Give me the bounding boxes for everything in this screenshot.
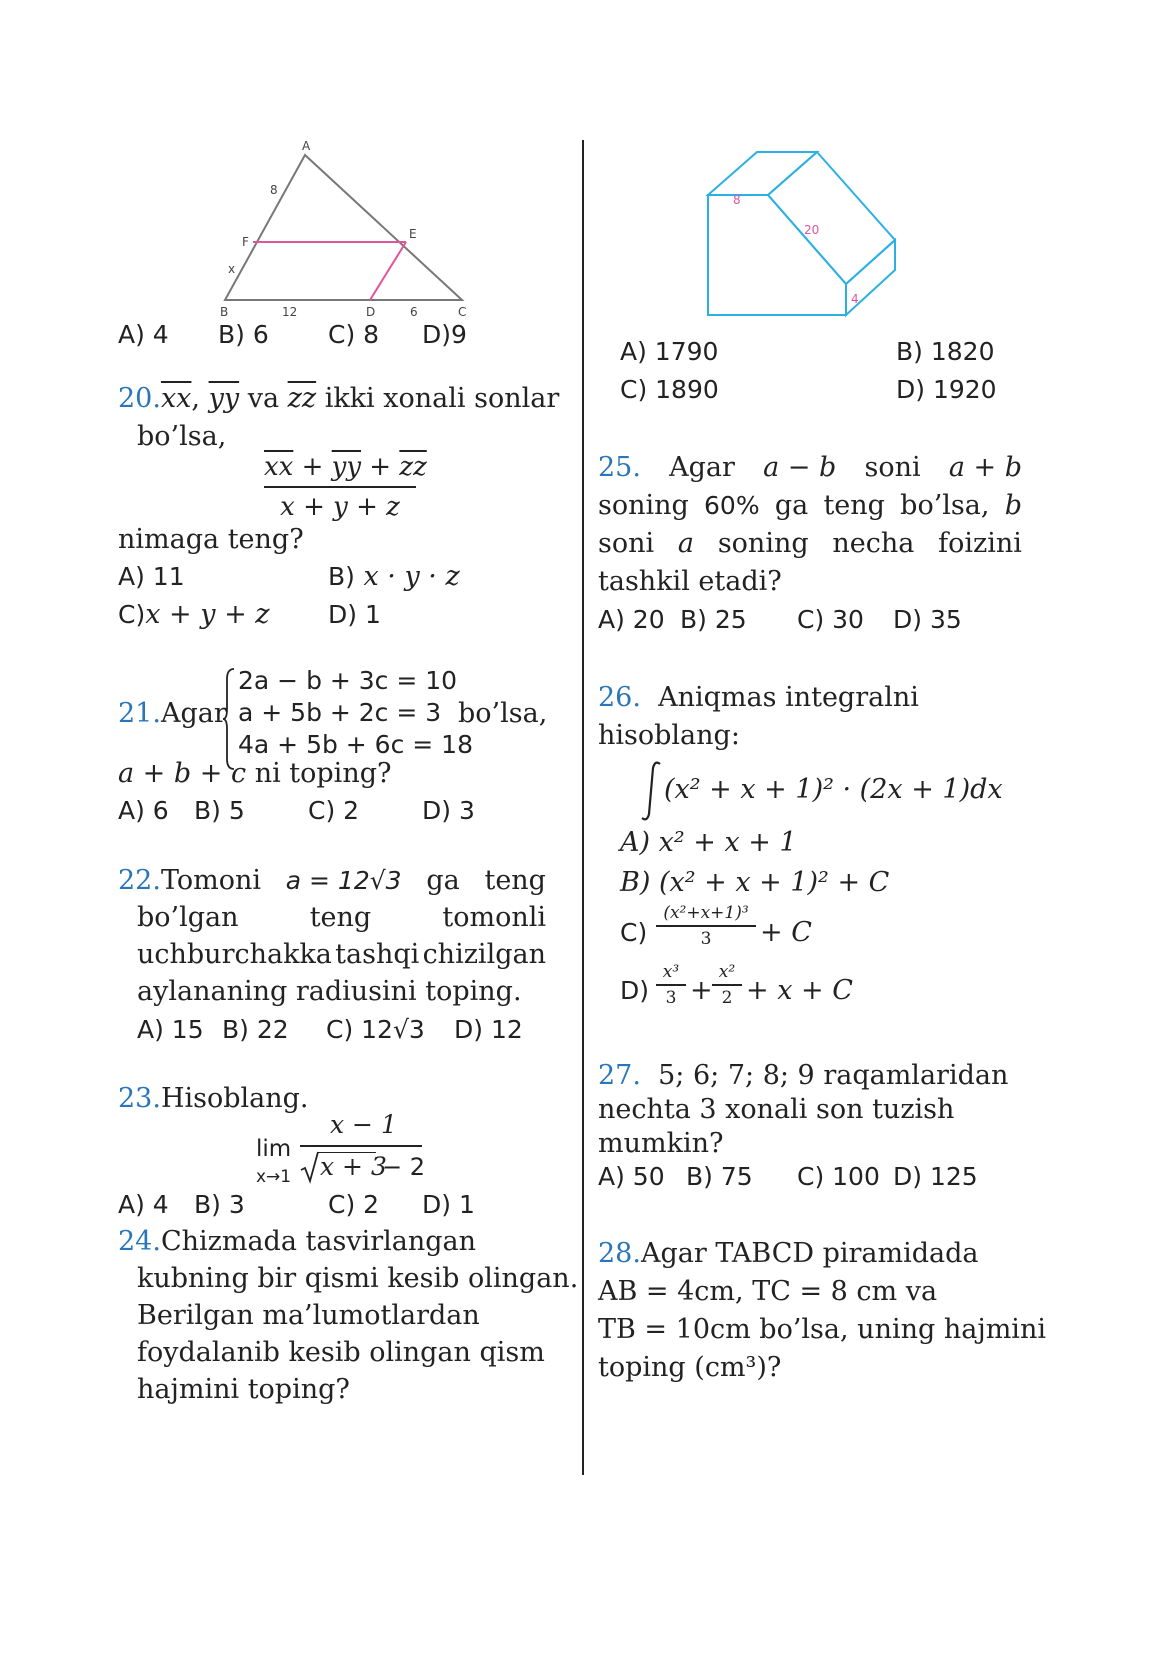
q26-text: Aniqmas integralni	[658, 682, 919, 713]
q26-d-num-2: x²	[718, 962, 736, 982]
q24-number: 24.	[118, 1226, 161, 1257]
q20-fraction: $\overline{xx} + \overline{yy} + \overline{zz}$ x + y + z	[264, 452, 427, 522]
q24-line3: Berilgan ma’lumotlardan	[137, 1300, 480, 1331]
q23-option-d[interactable]: D) 1	[422, 1190, 475, 1219]
q23-denominator-tail: − 2	[382, 1153, 426, 1181]
q27-option-b[interactable]: B) 75	[686, 1162, 753, 1191]
q19-option-a[interactable]: A) 4	[118, 320, 169, 349]
q28-line1	[598, 1237, 979, 1271]
q25-var: a	[677, 528, 695, 559]
q26-integrand: (x² + x + 1)² · (2x + 1)dx	[664, 774, 1003, 805]
q23-lim-sub: x→1	[256, 1167, 292, 1187]
q20-term-xx: $\overline{xx}$	[160, 383, 192, 414]
q21-option-c[interactable]: C) 2	[308, 796, 360, 825]
q22-word: uchburchakka	[137, 939, 332, 970]
label-d: D	[366, 305, 376, 319]
q21-number: 21.	[118, 698, 161, 729]
q26-option-a[interactable]: A) x² + x + 1	[620, 827, 797, 858]
q27-line3: mumkin?	[598, 1128, 724, 1159]
q25-option-d[interactable]: D) 35	[893, 605, 962, 634]
q25-word: bo’lsa,	[900, 490, 990, 521]
q20-number: 20.	[118, 383, 161, 414]
curly-brace	[222, 667, 236, 771]
label-ab-length: 8	[270, 183, 278, 197]
q24-option-c[interactable]: C) 1890	[620, 375, 719, 404]
q21-agar-word: Agar	[160, 698, 227, 729]
q25-expr: a − b	[763, 452, 837, 483]
q22-word: tomonli	[442, 902, 546, 933]
q20-num-zz: $\overline{zz}$	[399, 452, 427, 482]
q22-line1	[118, 864, 546, 898]
q26-option-c-tail: + C	[760, 917, 812, 948]
q20-option-c[interactable]	[118, 598, 270, 632]
integral-sign	[640, 760, 664, 822]
q22-line2	[137, 901, 546, 935]
q24-option-b[interactable]: B) 1820	[896, 337, 995, 366]
q25-word: ga	[774, 490, 809, 521]
q28-text: Agar TABCD piramidada	[640, 1238, 979, 1269]
q24-option-d[interactable]: D) 1920	[896, 375, 997, 404]
label-f: F	[242, 235, 249, 249]
q20-option-c-value: x + y + z	[145, 599, 270, 630]
label-bd-length: 12	[282, 305, 298, 319]
q26-d-fraction-1	[656, 962, 686, 1008]
q26-d-plus: +	[690, 975, 713, 1006]
q21-agar	[118, 697, 227, 731]
q26-d-den-1: 3	[665, 988, 677, 1008]
q21-option-b[interactable]: B) 5	[194, 796, 245, 825]
q23-line1	[118, 1082, 309, 1116]
q24-line4: foydalanib kesib olingan qism	[137, 1337, 545, 1368]
q20-line1: $20.\overline{xx}$, $\overline{yy}$ va $\overline{zz}$ ikki xonali sonlar	[118, 383, 560, 414]
q23-option-b[interactable]: B) 3	[194, 1190, 245, 1219]
q25-word: soning	[598, 490, 689, 521]
q25-line4: tashkil etadi?	[598, 566, 782, 597]
q23-lim: lim	[256, 1136, 292, 1162]
label-b: B	[220, 305, 229, 319]
q21-equation-3: 4a + 5b + 6c = 18	[238, 730, 473, 759]
q27-line2: nechta 3 xonali son tuzish	[598, 1094, 955, 1125]
q27-text: 5; 6; 7; 8; 9 raqamlaridan	[658, 1060, 1009, 1091]
q26-option-c-fraction	[656, 903, 756, 949]
q22-number: 22.	[118, 865, 161, 896]
q20-num-yy: $\overline{yy}$	[331, 452, 362, 482]
q26-d-num-1: x³	[662, 962, 680, 982]
q20-denominator: x + y + z	[280, 492, 400, 522]
q20-option-c-label: C)	[118, 600, 146, 629]
q26-option-d-label[interactable]: D)	[620, 976, 650, 1005]
q23-numerator: x − 1	[330, 1110, 397, 1139]
label-edge-8: 8	[733, 193, 741, 207]
q21-bolsa: bo’lsa,	[458, 698, 548, 729]
q25-word: soning	[717, 528, 809, 559]
q20-option-a[interactable]: A) 11	[118, 562, 185, 591]
q26-d-den-2: 2	[721, 988, 733, 1008]
q23-radicand: x + 3	[320, 1152, 387, 1181]
q25-word: Agar	[669, 452, 735, 483]
q20-term-yy: $\overline{yy}$	[208, 383, 240, 414]
q24-option-a[interactable]: A) 1790	[620, 337, 719, 366]
q26-c-denominator: 3	[700, 929, 712, 949]
q20-tail: ikki xonali sonlar	[324, 383, 560, 414]
q26-c-numerator: (x²+x+1)³	[663, 903, 749, 923]
q27-number: 27.	[598, 1060, 641, 1091]
q21-ask: ni toping?	[254, 758, 392, 789]
q21-expression: a + b + c	[118, 758, 247, 789]
q26-option-c-label[interactable]: C)	[620, 918, 648, 947]
q25-option-a[interactable]: A) 20	[598, 605, 665, 634]
label-c: C	[458, 305, 467, 319]
label-x: x	[228, 262, 236, 276]
q20-option-b-value: x · y · z	[363, 561, 460, 592]
q25-word: soni	[598, 528, 655, 559]
q25-number: 25.	[598, 452, 641, 483]
q25-percent: 60%	[704, 491, 760, 520]
q22-side-length: a = 12√3	[285, 866, 402, 895]
q25-option-c[interactable]: C) 30	[797, 605, 864, 634]
q28-line2: AB = 4cm, TC = 8 cm va	[598, 1276, 938, 1307]
q22-teng: teng	[484, 865, 546, 896]
q20-line3: nimaga teng?	[118, 524, 304, 555]
q19-option-c[interactable]: C) 8	[328, 320, 380, 349]
q19-option-d[interactable]: D)9	[422, 320, 467, 349]
cut-cube-figure	[700, 140, 910, 320]
sqrt-symbol	[300, 1150, 320, 1184]
q27-option-c[interactable]: C) 100	[797, 1162, 880, 1191]
q22-option-b[interactable]: B) 22	[222, 1015, 289, 1044]
q21-question	[118, 757, 391, 791]
q26-option-d-tail: + x + C	[746, 975, 853, 1006]
q19-option-b[interactable]: B) 6	[218, 320, 269, 349]
q20-option-d[interactable]: D) 1	[328, 600, 381, 629]
q22-word: tashqi	[335, 939, 420, 970]
q26-d-fraction-2	[712, 962, 742, 1008]
q22-tomoni: Tomoni	[160, 865, 262, 896]
q27-line1	[598, 1059, 1008, 1093]
q24-line2: kubning bir qismi kesib olingan.	[137, 1263, 579, 1294]
triangle-figure	[210, 138, 470, 323]
label-e: E	[409, 227, 417, 241]
q25-word: soni	[864, 452, 921, 483]
q24-line1	[118, 1225, 476, 1259]
q23-text: Hisoblang.	[160, 1083, 309, 1114]
q25-expr: a + b	[948, 452, 1022, 483]
q22-line3	[137, 938, 546, 972]
q25-option-b[interactable]: B) 25	[680, 605, 747, 634]
q22-line4: aylananing radiusini toping.	[137, 976, 522, 1007]
label-edge-20: 20	[804, 223, 820, 237]
q23-fraction-bar	[300, 1145, 422, 1147]
q25-word: necha	[832, 528, 915, 559]
q21-option-d[interactable]: D) 3	[422, 796, 475, 825]
q21-equation-1: 2a − b + 3c = 10	[238, 666, 458, 695]
q20-term-zz: $\overline{zz}$	[287, 383, 317, 414]
label-a: A	[302, 139, 311, 153]
q25-var: b	[1004, 490, 1022, 521]
q24-line5: hajmini toping?	[137, 1374, 350, 1405]
q23-option-a[interactable]: A) 4	[118, 1190, 169, 1219]
q25-line3	[598, 527, 1022, 561]
q25-line1	[598, 451, 1022, 485]
q25-word: teng	[823, 490, 885, 521]
q28-line3: TB = 10cm bo’lsa, uning hajmini	[598, 1314, 1046, 1345]
label-edge-4: 4	[851, 292, 859, 306]
q21-equation-2: a + 5b + 2c = 3	[238, 698, 442, 727]
q20-option-b[interactable]	[328, 560, 460, 594]
q22-ga: ga	[426, 865, 460, 896]
q23-number: 23.	[118, 1083, 161, 1114]
q22-option-a[interactable]: A) 15	[137, 1015, 204, 1044]
column-divider	[582, 140, 584, 1475]
q22-option-c[interactable]: C) 12√3	[326, 1015, 425, 1044]
q20-option-b-label: B)	[328, 562, 355, 591]
q28-line4: toping (cm³)?	[598, 1352, 782, 1383]
q22-option-d[interactable]: D) 12	[454, 1015, 523, 1044]
q20-line2: bo’lsa,	[137, 421, 227, 452]
label-dc-length: 6	[410, 305, 418, 319]
q26-option-b[interactable]: B) (x² + x + 1)² + C	[620, 867, 890, 898]
q27-option-a[interactable]: A) 50	[598, 1162, 665, 1191]
q27-option-d[interactable]: D) 125	[893, 1162, 978, 1191]
q22-word: bo’lgan	[137, 902, 239, 933]
q22-word: chizilgan	[422, 939, 546, 970]
q26-number: 26.	[598, 682, 641, 713]
q25-word: foizini	[938, 528, 1022, 559]
q24-text: Chizmada tasvirlangan	[160, 1226, 477, 1257]
q25-line2	[598, 489, 1022, 523]
q26-line1	[598, 681, 919, 715]
q20-num-xx: $\overline{xx}$	[264, 452, 294, 482]
q20-va: va	[247, 383, 280, 414]
q22-word: teng	[309, 902, 372, 933]
q23-option-c[interactable]: C) 2	[328, 1190, 380, 1219]
q26-line2: hisoblang:	[598, 720, 740, 751]
q21-option-a[interactable]: A) 6	[118, 796, 169, 825]
q28-number: 28.	[598, 1238, 641, 1269]
